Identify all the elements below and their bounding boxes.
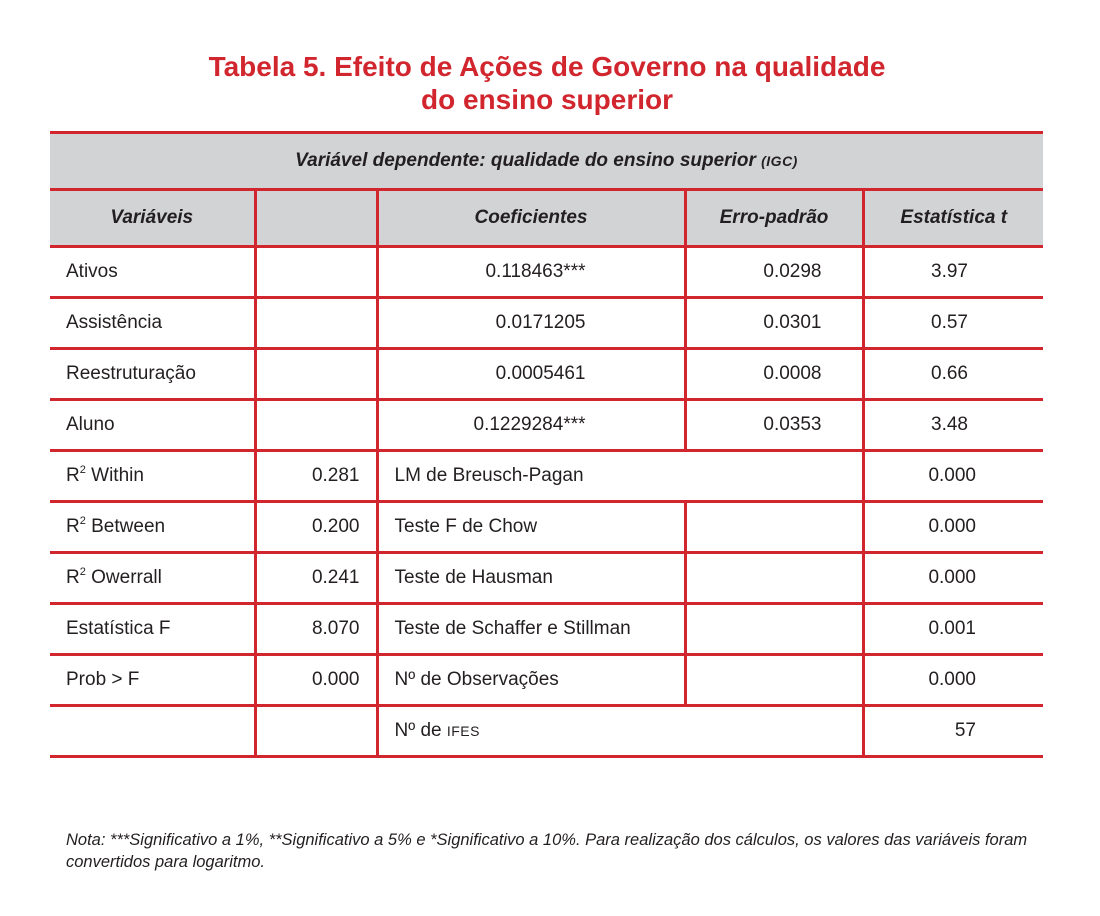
stat-label-prefix: R (66, 567, 80, 588)
table-row (50, 349, 1043, 400)
t-statistic-value: 3.97 (863, 247, 1043, 298)
test-label: LM de Breusch-Pagan (377, 451, 863, 502)
test-value: 0.000 (863, 655, 1043, 706)
stats-row (50, 502, 1043, 553)
empty-cell (685, 553, 863, 604)
empty-cell (255, 247, 377, 298)
stat-value: 0.200 (255, 502, 377, 553)
ifes-label-abbr: IFES (446, 723, 480, 739)
stats-row (50, 706, 1043, 757)
stat-label (50, 553, 255, 604)
title-line-2: do ensino superior (420, 84, 674, 115)
stat-label-text: Owerrall (85, 567, 162, 588)
variable-name: Ativos (50, 247, 255, 298)
stats-row (50, 553, 1043, 604)
stat-label-text: Estatística F (66, 618, 171, 639)
table-row (50, 298, 1043, 349)
stat-value: 0.000 (255, 655, 377, 706)
stat-label (50, 502, 255, 553)
header-variaveis: Variáveis (50, 190, 255, 247)
stat-label-prefix: R (66, 516, 80, 537)
dependent-variable-cell (50, 133, 1043, 190)
test-label: Teste de Hausman (377, 553, 685, 604)
stats-row (50, 451, 1043, 502)
test-value: 0.000 (863, 553, 1043, 604)
table-note: Nota: ***Significativo a 1%, **Significativo a 5% e *Significativo a 10%. Para realização dos cálculos, os valores das variáveis foram convertidos para logaritmo. (66, 831, 1028, 871)
table-row (50, 400, 1043, 451)
test-value: 0.000 (863, 451, 1043, 502)
stat-label (50, 451, 255, 502)
table-title (0, 50, 1094, 116)
test-label (377, 706, 863, 757)
title-line-1: Tabela 5. Efeito de Ações de Governo na qualidade (208, 51, 886, 82)
stats-row (50, 655, 1043, 706)
regression-table (50, 131, 1043, 758)
stat-label (50, 604, 255, 655)
empty-cell (685, 604, 863, 655)
header-erro-padrao: Erro-padrão (685, 190, 863, 247)
empty-cell (255, 706, 377, 757)
header-blank (255, 190, 377, 247)
coefficient-value: 0.0171205 (377, 298, 685, 349)
empty-cell (685, 502, 863, 553)
t-statistic-value: 3.48 (863, 400, 1043, 451)
test-label: Teste de Schaffer e Stillman (377, 604, 685, 655)
standard-error-value: 0.0298 (685, 247, 863, 298)
stat-label-text: Between (85, 516, 166, 537)
stat-label-sup: 2 (79, 515, 86, 527)
stat-value: 0.241 (255, 553, 377, 604)
standard-error-value: 0.0008 (685, 349, 863, 400)
test-value: 0.000 (863, 502, 1043, 553)
empty-cell (255, 400, 377, 451)
dependent-variable-row (50, 133, 1043, 190)
dependent-variable-abbr: (IGC) (761, 153, 798, 169)
test-label: Teste F de Chow (377, 502, 685, 553)
variable-name: Aluno (50, 400, 255, 451)
stat-value: 8.070 (255, 604, 377, 655)
header-coeficientes: Coeficientes (377, 190, 685, 247)
ifes-label-prefix: Nº de (394, 720, 447, 741)
t-statistic-value: 0.66 (863, 349, 1043, 400)
stat-label-text: Within (85, 465, 144, 486)
test-value: 57 (863, 706, 1043, 757)
standard-error-value: 0.0353 (685, 400, 863, 451)
header-estatistica-t: Estatística t (863, 190, 1043, 247)
coefficient-value: 0.1229284*** (377, 400, 685, 451)
stat-label-sup: 2 (79, 566, 86, 578)
coefficient-value: 0.118463*** (377, 247, 685, 298)
empty-cell (50, 706, 255, 757)
t-statistic-value: 0.57 (863, 298, 1043, 349)
standard-error-value: 0.0301 (685, 298, 863, 349)
stat-label-text: Prob > F (66, 669, 140, 690)
stat-label-prefix: R (66, 465, 80, 486)
empty-cell (685, 655, 863, 706)
stat-label-sup: 2 (79, 464, 86, 476)
empty-cell (255, 298, 377, 349)
stat-value: 0.281 (255, 451, 377, 502)
variable-name: Assistência (50, 298, 255, 349)
header-row (50, 190, 1043, 247)
test-value: 0.001 (863, 604, 1043, 655)
coefficient-value: 0.0005461 (377, 349, 685, 400)
empty-cell (255, 349, 377, 400)
test-label: Nº de Observações (377, 655, 685, 706)
variable-name: Reestruturação (50, 349, 255, 400)
table-row (50, 247, 1043, 298)
stats-row (50, 604, 1043, 655)
stat-label (50, 655, 255, 706)
dependent-variable-label: Variável dependente: qualidade do ensino superior (295, 150, 756, 171)
